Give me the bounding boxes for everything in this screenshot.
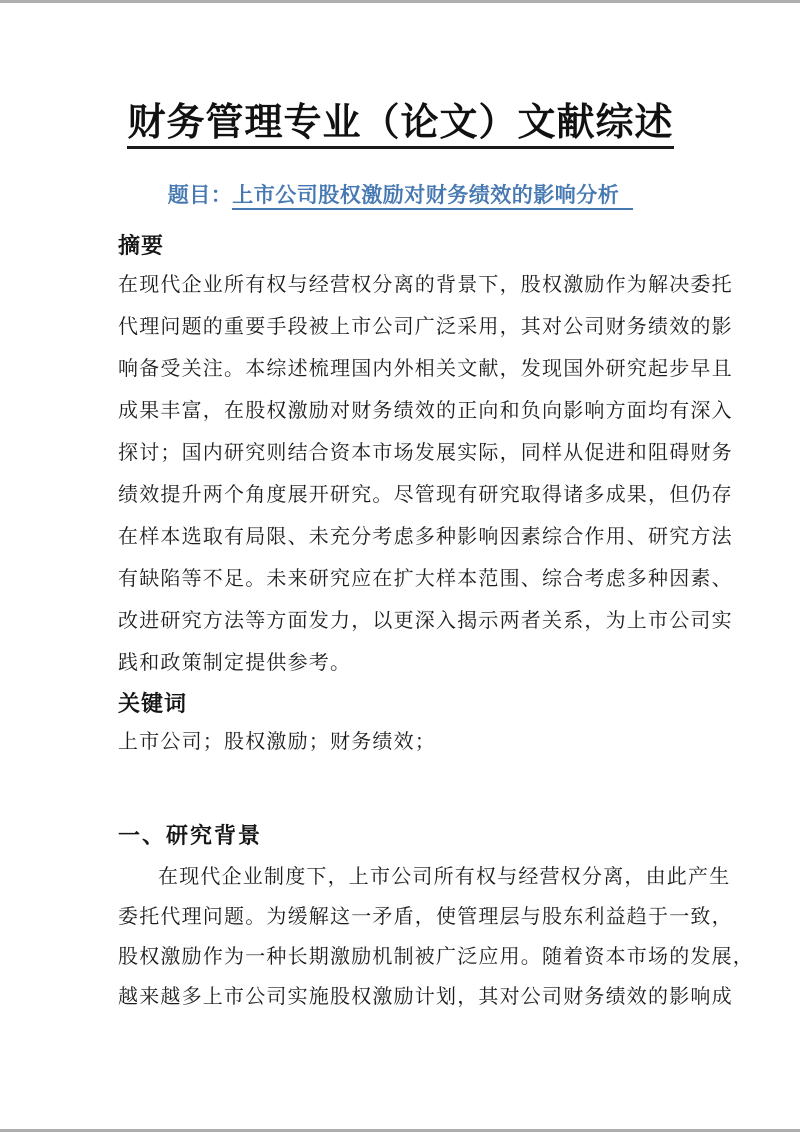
abstract-line: 在现代企业所有权与经营权分离的背景下，股权激励作为解决委托 [118,274,733,296]
abstract-line: 探讨；国内研究则结合资本市场发展实际，同样从促进和阻碍财务 [118,442,733,464]
research-background-paragraph [118,857,754,1017]
abstract-heading: 摘要 [118,233,165,258]
abstract-line: 在样本选取有局限、未充分考虑多种影响因素综合作用、研究方法 [118,526,733,548]
document-subtitle [118,180,683,210]
keywords-heading: 关键词 [118,691,188,716]
body-line: 在现代企业制度下，上市公司所有权与经营权分离，由此产生 [158,866,731,888]
abstract-line: 有缺陷等不足。未来研究应在扩大样本范围、综合考虑多种因素、 [118,568,733,590]
body-line: 越来越多上市公司实施股权激励计划，其对公司财务绩效的影响成 [118,986,733,1008]
body-line: 委托代理问题。为缓解这一矛盾，使管理层与股东利益趋于一致， [118,906,733,928]
document-title [118,99,683,147]
abstract-line: 响备受关注。本综述梳理国内外相关文献，发现国外研究起步早且 [118,358,733,380]
abstract-line: 成果丰富，在股权激励对财务绩效的正向和负向影响方面均有深入 [118,400,733,422]
abstract-line: 改进研究方法等方面发力，以更深入揭示两者关系，为上市公司实 [118,610,733,632]
subtitle-topic-text: 上市公司股权激励对财务绩效的影响分析 [232,183,633,210]
abstract-line: 绩效提升两个角度展开研究。尽管现有研究取得诸多成果，但仍存 [118,484,733,506]
body-line: 股权激励作为一种长期激励机制被广泛应用。随着资本市场的发展， [118,946,754,968]
abstract-line: 代理问题的重要手段被上市公司广泛采用，其对公司财务绩效的影 [118,316,733,338]
abstract-line: 践和政策制定提供参考。 [118,652,352,674]
keywords-value: 上市公司；股权激励；财务绩效； [118,731,436,753]
document-title-text: 财务管理专业（论文）文献综述 [127,102,673,149]
subtitle-label: 题目： [167,183,233,207]
abstract-paragraph [118,264,733,684]
section-heading-research-background: 一、研究背景 [118,823,263,848]
document-page [118,0,754,1017]
